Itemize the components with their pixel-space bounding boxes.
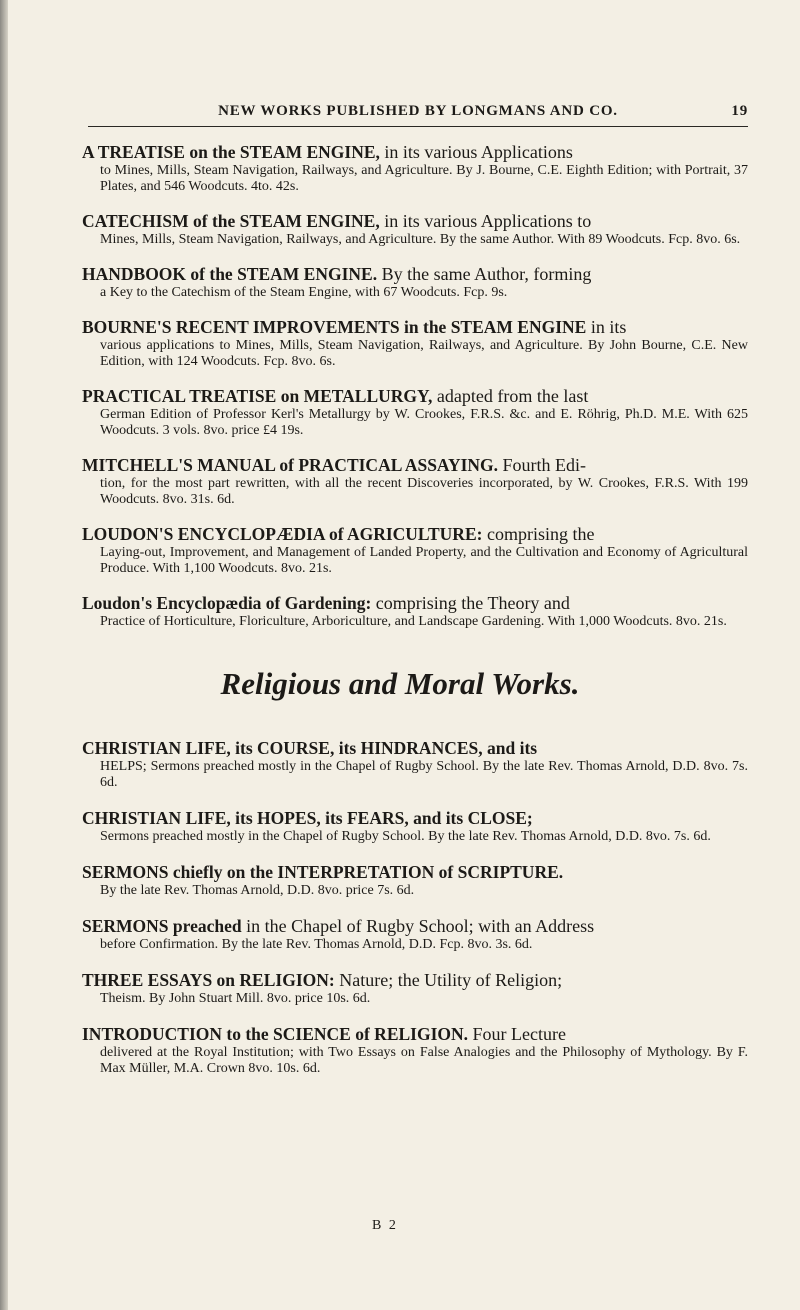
entry-title-rest: Nature; the Utility of Religion;	[334, 970, 563, 990]
entry-title-rest: comprising the Theory and	[371, 593, 570, 613]
running-title: NEW WORKS PUBLISHED BY LONGMANS AND CO.	[218, 103, 618, 119]
entry-title-rest: in its	[586, 317, 627, 337]
list-item	[82, 386, 748, 439]
entry-title: THREE ESSAYS on RELIGION:	[82, 970, 335, 990]
entry-title: SERMONS chiefly on the INTERPRETATION of SCRIPTURE.	[82, 862, 564, 882]
entry-title: HANDBOOK of the STEAM ENGINE.	[82, 264, 378, 284]
list-item	[82, 264, 748, 301]
entry-title-rest: adapted from the last	[432, 386, 589, 406]
entry-title: MITCHELL'S MANUAL of PRACTICAL ASSAYING.	[82, 455, 499, 475]
list-item	[82, 916, 748, 953]
entry-title: LOUDON'S ENCYCLOPÆDIA of AGRICULTURE:	[82, 524, 483, 544]
entry-title-rest: in its various Applications	[379, 142, 573, 162]
list-item	[82, 738, 748, 791]
list-item	[82, 1024, 748, 1077]
entry-description: Mines, Mills, Steam Navigation, Railways, and Agriculture. By the same Author. With 89 Woodcuts. Fcp. 8vo. 6s.	[100, 232, 741, 247]
entry-title-rest: Fourth Edi-	[498, 455, 587, 475]
entry-title: CATECHISM of the STEAM ENGINE,	[82, 211, 380, 231]
entry-description: before Confirmation. By the late Rev. Thomas Arnold, D.D. Fcp. 8vo. 3s. 6d.	[100, 937, 533, 952]
entry-title: PRACTICAL TREATISE on METALLURGY,	[82, 386, 433, 406]
entry-description: By the late Rev. Thomas Arnold, D.D. 8vo. price 7s. 6d.	[100, 883, 415, 898]
entry-title-rest: comprising the	[482, 524, 595, 544]
entry-description: HELPS; Sermons preached mostly in the Chapel of Rugby School. By the late Rev. Thomas Arnold, D.D. 8vo. 7s. 6d.	[100, 759, 748, 790]
entry-description: delivered at the Royal Institution; with Two Essays on False Analogies and the Philosophy of Mythology. By F. Max Müller, M.A. Crown 8vo. 10s. 6d.	[100, 1045, 748, 1076]
entry-title-rest: Four Lecture	[468, 1024, 566, 1044]
entry-title: A TREATISE on the STEAM ENGINE,	[82, 142, 380, 162]
signature-mark: B 2	[372, 1218, 398, 1233]
list-item	[82, 970, 748, 1007]
entry-description: various applications to Mines, Mills, Steam Navigation, Railways, and Agriculture. By John Bourne, C.E. New Edition, with 124 Woodcuts. Fcp. 8vo. 6s.	[100, 338, 748, 369]
header-rule	[88, 126, 748, 127]
running-head	[88, 103, 748, 123]
entry-description: Theism. By John Stuart Mill. 8vo. price 10s. 6d.	[100, 991, 371, 1006]
science-works-list	[82, 142, 748, 646]
list-item	[82, 317, 748, 370]
entry-title: Loudon's Encyclopædia of Gardening:	[82, 593, 372, 613]
entry-title: SERMONS preached	[82, 916, 242, 936]
list-item	[82, 211, 748, 248]
page-number: 19	[731, 103, 748, 119]
entry-title: CHRISTIAN LIFE, its COURSE, its HINDRANCES, and its	[82, 738, 538, 758]
list-item	[82, 142, 748, 195]
list-item	[82, 524, 748, 577]
section-heading: Religious and Moral Works.	[220, 666, 580, 701]
entry-title: INTRODUCTION to the SCIENCE of RELIGION.	[82, 1024, 469, 1044]
list-item	[82, 808, 748, 845]
entry-description: a Key to the Catechism of the Steam Engine, with 67 Woodcuts. Fcp. 9s.	[100, 285, 508, 300]
entry-title-rest: By the same Author, forming	[377, 264, 592, 284]
religious-works-list	[82, 738, 748, 1094]
entry-title-rest: in the Chapel of Rugby School; with an Address	[241, 916, 595, 936]
entry-description: German Edition of Professor Kerl's Metallurgy by W. Crookes, F.R.S. &c. and E. Röhrig, Ph.D. M.E. With 625 Woodcuts. 3 vols. 8vo. price £4 19s.	[100, 407, 748, 438]
entry-description: tion, for the most part rewritten, with all the recent Discoveries incorporated, by W. Crookes, F.R.S. With 199 Woodcuts. 8vo. 31s. 6d.	[100, 476, 748, 507]
entry-title: BOURNE'S RECENT IMPROVEMENTS in the STEAM ENGINE	[82, 317, 587, 337]
entry-title: CHRISTIAN LIFE, its HOPES, its FEARS, and its CLOSE;	[82, 808, 533, 828]
list-item	[82, 455, 748, 508]
list-item	[82, 862, 748, 899]
entry-description: to Mines, Mills, Steam Navigation, Railways, and Agriculture. By J. Bourne, C.E. Eighth Edition; with Portrait, 37 Plates, and 546 Woodcuts. 4to. 42s.	[100, 163, 748, 194]
list-item	[82, 593, 748, 630]
page-binding-edge	[0, 0, 8, 1310]
entry-description: Laying-out, Improvement, and Management of Landed Property, and the Cultivation and Economy of Agricultural Produce. With 1,100 Woodcuts. 8vo. 21s.	[100, 545, 748, 576]
entry-description: Sermons preached mostly in the Chapel of Rugby School. By the late Rev. Thomas Arnold, D.D. 8vo. 7s. 6d.	[100, 829, 711, 844]
entry-title-rest: in its various Applications to	[379, 211, 592, 231]
entry-description: Practice of Horticulture, Floriculture, Arboriculture, and Landscape Gardening. With 1,000 Woodcuts. 8vo. 21s.	[100, 614, 727, 629]
